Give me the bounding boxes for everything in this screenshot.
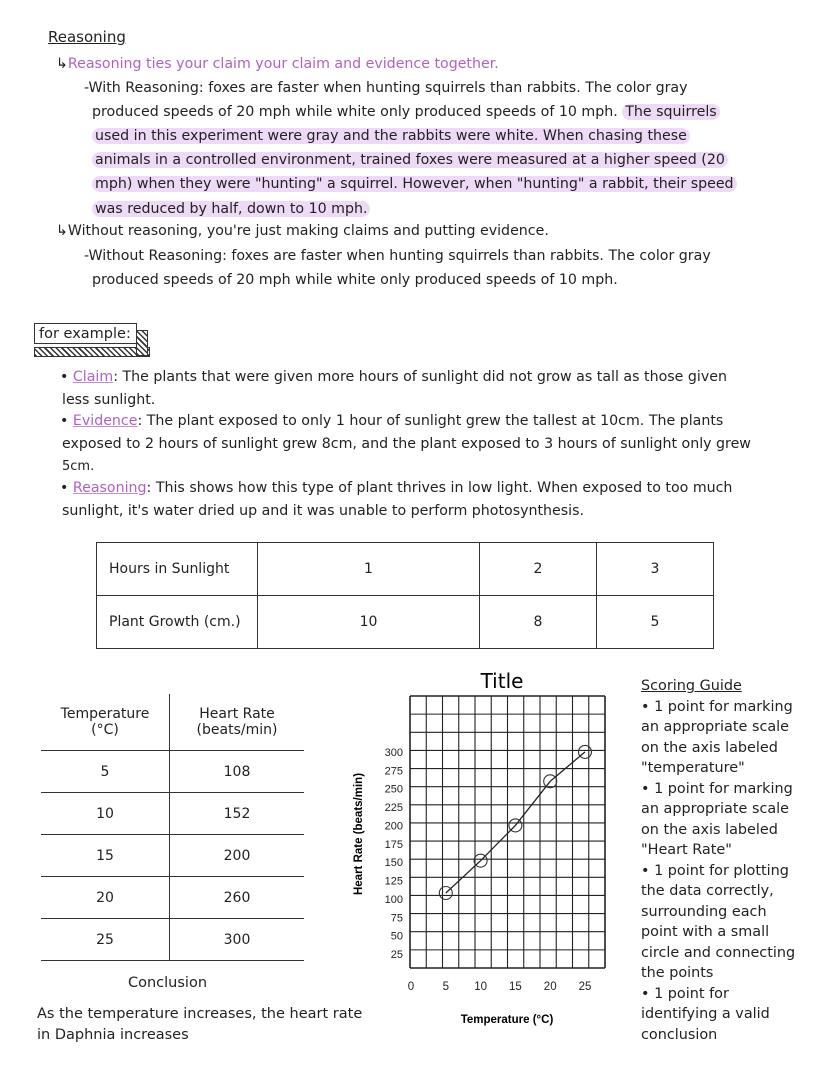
scoring-guide-line: "temperature" [641,760,745,776]
scoring-guide-line: the data correctly, [641,883,774,899]
scoring-guide-line: the points [641,965,714,981]
conclusion-line: As the temperature increases, the heart rate [37,1006,363,1022]
x-tick-label: 20 [543,981,557,993]
table-cell: 25 [41,919,170,961]
x-tick-label: 25 [578,981,592,993]
with-reasoning-line [92,102,720,122]
y-tick-label: 275 [384,765,403,778]
data-point [439,887,452,900]
evidence-label: Evidence [72,413,138,429]
chart-title: Title [480,669,524,693]
reasoning-line: • Reasoning: This shows how this type of plant thrives in low light. When exposed to too much [60,480,733,496]
claim-line: less sunlight. [62,392,156,408]
table-cell: 10 [258,596,480,649]
highlighted-text: used in this experiment were gray and the rabbits were white. When chasing these [92,128,690,144]
reasoning-definition [56,54,499,74]
arrow-icon: ↳ [56,56,68,72]
y-axis-ticks [385,747,403,961]
with-reasoning-line [92,174,737,194]
x-tick-label: 10 [474,981,487,993]
table-cell: 5 [41,751,170,793]
with-reasoning-text: produced speeds of 20 mph while white only produced speeds of 10 mph. [92,104,618,120]
y-tick-label: 175 [384,838,403,851]
scoring-guide-line: • 1 point for [641,985,729,1002]
y-tick-label: 75 [390,912,403,925]
chart-grid [410,696,605,968]
table-cell: 8 [480,596,597,649]
table-row [41,751,304,793]
table-cell: 1 [258,543,480,596]
highlighted-text: animals in a controlled environment, trained foxes were measured at a higher speed (20 [92,152,728,168]
highlighted-text: was reduced by half, down to 10 mph. [92,201,370,217]
y-tick-label: 225 [384,802,403,815]
scoring-guide-line: an appropriate scale [641,801,790,817]
scoring-guide [641,676,821,1045]
highlighted-text: mph) when they were "hunting" a squirrel. However, when "hunting" a rabbit, their speed [92,176,737,192]
y-tick-label: 150 [384,857,403,870]
reasoning-definition-text: Reasoning ties your claim your claim and evidence together. [67,56,499,72]
scoring-guide-line: • 1 point for plotting [641,862,789,879]
heart-rate-table [41,694,304,961]
with-reasoning-line [92,126,690,146]
scoring-guide-line: point with a small [641,924,770,940]
scoring-guide-line: surrounding each [641,903,767,920]
table-row [41,919,304,961]
plant-growth-table [96,542,714,649]
conclusion-line: in Daphnia increases [37,1027,189,1043]
scoring-guide-line: • 1 point for marking [641,698,793,715]
table-row [41,877,304,919]
table-cell: Hours in Sunlight [97,543,258,596]
claim-text: : The plants that were given more hours of sunlight did not grow as tall as those given [113,369,727,385]
y-tick-label: 200 [384,820,403,833]
scoring-guide-line: conclusion [641,1026,718,1043]
scoring-guide-line: • 1 point for marking [641,780,793,797]
y-tick-label: 250 [384,783,403,796]
scoring-guide-title: Scoring Guide [641,678,742,694]
claim-line: • Claim: The plants that were given more hours of sunlight did not grow as tall as those given [60,369,727,385]
heart-rate-chart [345,664,615,1044]
table-cell: 300 [170,919,305,961]
example-label: for example: [34,323,137,344]
x-axis-label: Temperature (°C) [460,1014,554,1026]
header-text: Temperature [60,706,150,722]
evidence-line: • Evidence: The plant exposed to only 1 hour of sunlight grew the tallest at 10cm. The plants [60,413,724,429]
table-row [97,596,714,649]
reasoning-line: sunlight, it's water dried up and it was unable to perform photosynthesis. [62,503,585,519]
scoring-guide-line: on the axis labeled [641,821,778,838]
without-reasoning-line: produced speeds of 20 mph while white only produced speeds of 10 mph. [92,272,618,288]
table-cell: 15 [41,835,170,877]
y-tick-label: 50 [390,930,403,943]
table-row [41,793,304,835]
y-tick-label: 25 [390,949,403,961]
table-cell: 260 [170,877,305,919]
highlighted-text: The squirrels [622,104,719,120]
table-cell: Plant Growth (cm.) [97,596,258,649]
x-tick-label: 15 [509,981,522,993]
scoring-guide-lines [641,697,821,1046]
table-cell: 3 [596,543,713,596]
x-axis-ticks [408,981,592,993]
y-tick-label: 100 [384,893,403,906]
reasoning-heading: Reasoning [48,28,126,46]
scoring-guide-line: identifying a valid [641,1006,770,1022]
example-hatch-decoration [136,330,148,356]
with-reasoning-line [92,150,728,170]
without-reasoning-line: -Without Reasoning: foxes are faster when hunting squirrels than rabbits. The color gray [84,248,711,264]
table-header-cell [41,694,170,751]
scoring-guide-line: an appropriate scale [641,719,790,735]
header-text: (beats/min) [196,722,278,738]
table-cell: 152 [170,793,305,835]
table-row [41,835,304,877]
table-cell: 20 [41,877,170,919]
table-cell: 200 [170,835,305,877]
with-reasoning-line [92,199,370,219]
table-cell: 5 [596,596,713,649]
evidence-text: : The plant exposed to only 1 hour of sunlight grew the tallest at 10cm. The plants [137,413,724,429]
header-text: Heart Rate [199,706,275,722]
table-header-row [41,694,304,751]
x-tick-label: 5 [442,981,450,993]
claim-label: Claim [72,369,114,385]
y-axis-label: Heart Rate (beats/min) [353,772,365,896]
table-cell: 108 [170,751,305,793]
x-tick-label: 0 [407,981,415,993]
table-cell: 2 [480,543,597,596]
without-note-text: Without reasoning, you're just making claims and putting evidence. [67,223,549,239]
y-tick-label: 300 [384,746,403,759]
example-hatch-decoration [34,347,150,357]
arrow-icon: ↳ [56,223,68,239]
scoring-guide-line: circle and connecting [641,944,796,961]
evidence-line: 5cm. [62,459,95,474]
with-reasoning-line: -With Reasoning: foxes are faster when hunting squirrels than rabbits. The color gray [84,80,688,96]
scoring-guide-line: "Heart Rate" [641,842,732,858]
y-tick-label: 125 [384,875,403,888]
table-row [97,543,714,596]
header-text: (°C) [91,722,119,738]
reasoning-text: : This shows how this type of plant thrives in low light. When exposed to too much [146,480,733,496]
without-note [56,221,549,241]
table-header-cell [170,694,305,751]
conclusion-heading: Conclusion [128,975,208,991]
reasoning-label: Reasoning [72,480,147,496]
table-cell: 10 [41,793,170,835]
evidence-line: exposed to 2 hours of sunlight grew 8cm, and the plant exposed to 3 hours of sunlight only grew [62,436,751,452]
scoring-guide-line: on the axis labeled [641,739,778,756]
